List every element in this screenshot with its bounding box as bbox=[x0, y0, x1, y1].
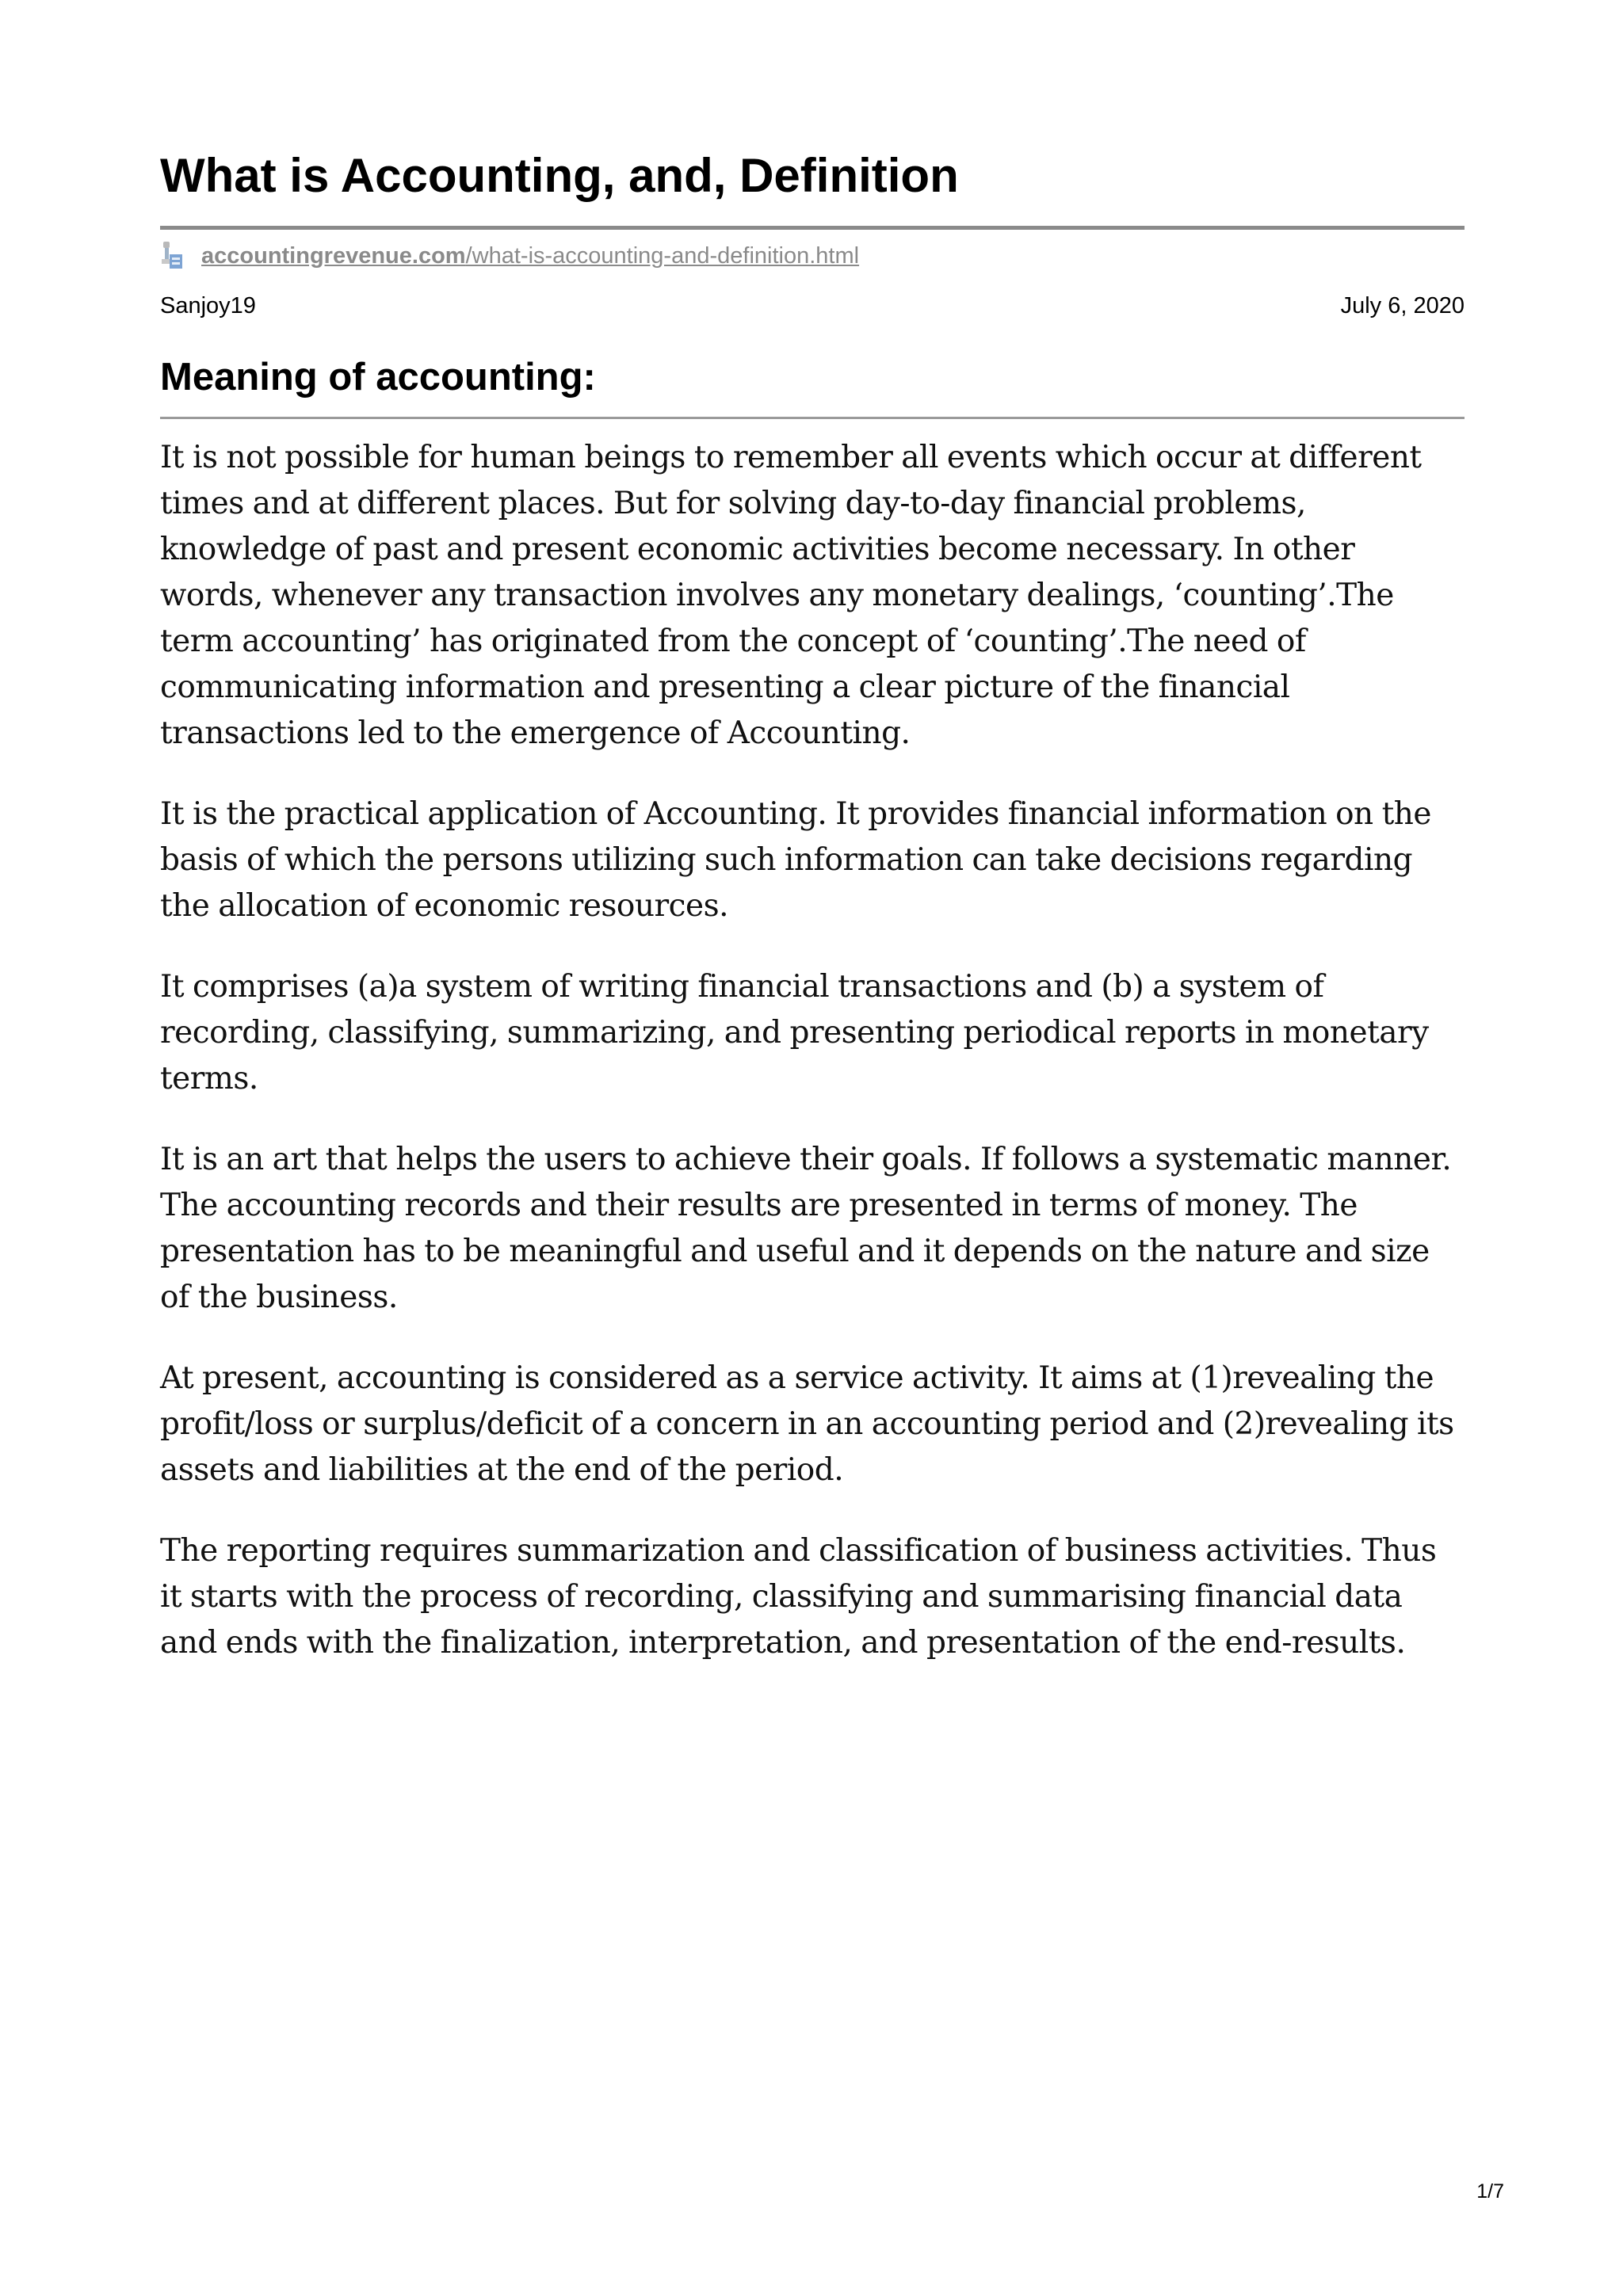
source-url-link[interactable] bbox=[201, 243, 859, 269]
section-divider bbox=[160, 417, 1465, 419]
page-number: 1/7 bbox=[1476, 2180, 1504, 2203]
publish-date: July 6, 2020 bbox=[1340, 293, 1465, 318]
source-line bbox=[160, 239, 1465, 273]
paragraph: It is an art that helps the users to achieve their goals. If follows a systematic manner. The accounting records and their results are presented in terms of money. The presentation has to be meaningful and useful and it depends on the nature and size of the business. bbox=[160, 1142, 1452, 1315]
title-divider bbox=[160, 226, 1465, 230]
page-title: What is Accounting, and, Definition bbox=[160, 149, 959, 202]
article-body bbox=[160, 435, 1465, 1666]
byline bbox=[160, 292, 1465, 320]
paragraph: At present, accounting is considered as a service activity. It aims at (1)revealing the profit/loss or surplus/deficit of a concern in an accounting period and (2)revealing its assets and liabilities at the end of the period. bbox=[160, 1360, 1454, 1488]
source-path: /what-is-accounting-and-definition.html bbox=[465, 242, 860, 269]
paragraph: The reporting requires summarization and classification of business activities. Thus it starts with the process of recording, classifying and summarising financial data and ends with the finalization, interpretation, and presentation of the end-results. bbox=[160, 1533, 1437, 1661]
paragraph: It is not possible for human beings to remember all events which occur at different times and at different places. But for solving day-to-day financial problems, knowledge of past and present economic activities become necessary. In other words, whenever any transaction involves any monetary dealings, ‘counting’.The term accounting’ has originated from the concept of ‘counting’.The need of communicating information and presenting a clear picture of the financial transactions led to the emergence of Accounting. bbox=[160, 440, 1422, 751]
author-name: Sanjoy19 bbox=[160, 293, 256, 318]
paragraph: It comprises (a)a system of writing financial transactions and (b) a system of recording, classifying, summarizing, and presenting periodical reports in monetary terms. bbox=[160, 969, 1429, 1097]
source-domain: accountingrevenue.com bbox=[201, 242, 466, 269]
paragraph: It is the practical application of Accounting. It provides financial information on the basis of which the persons utilizing such information can take decisions regarding the allocation of economic resources. bbox=[160, 796, 1431, 924]
article bbox=[160, 147, 1465, 1701]
site-favicon-icon bbox=[160, 240, 184, 272]
section-heading: Meaning of accounting: bbox=[160, 356, 596, 399]
